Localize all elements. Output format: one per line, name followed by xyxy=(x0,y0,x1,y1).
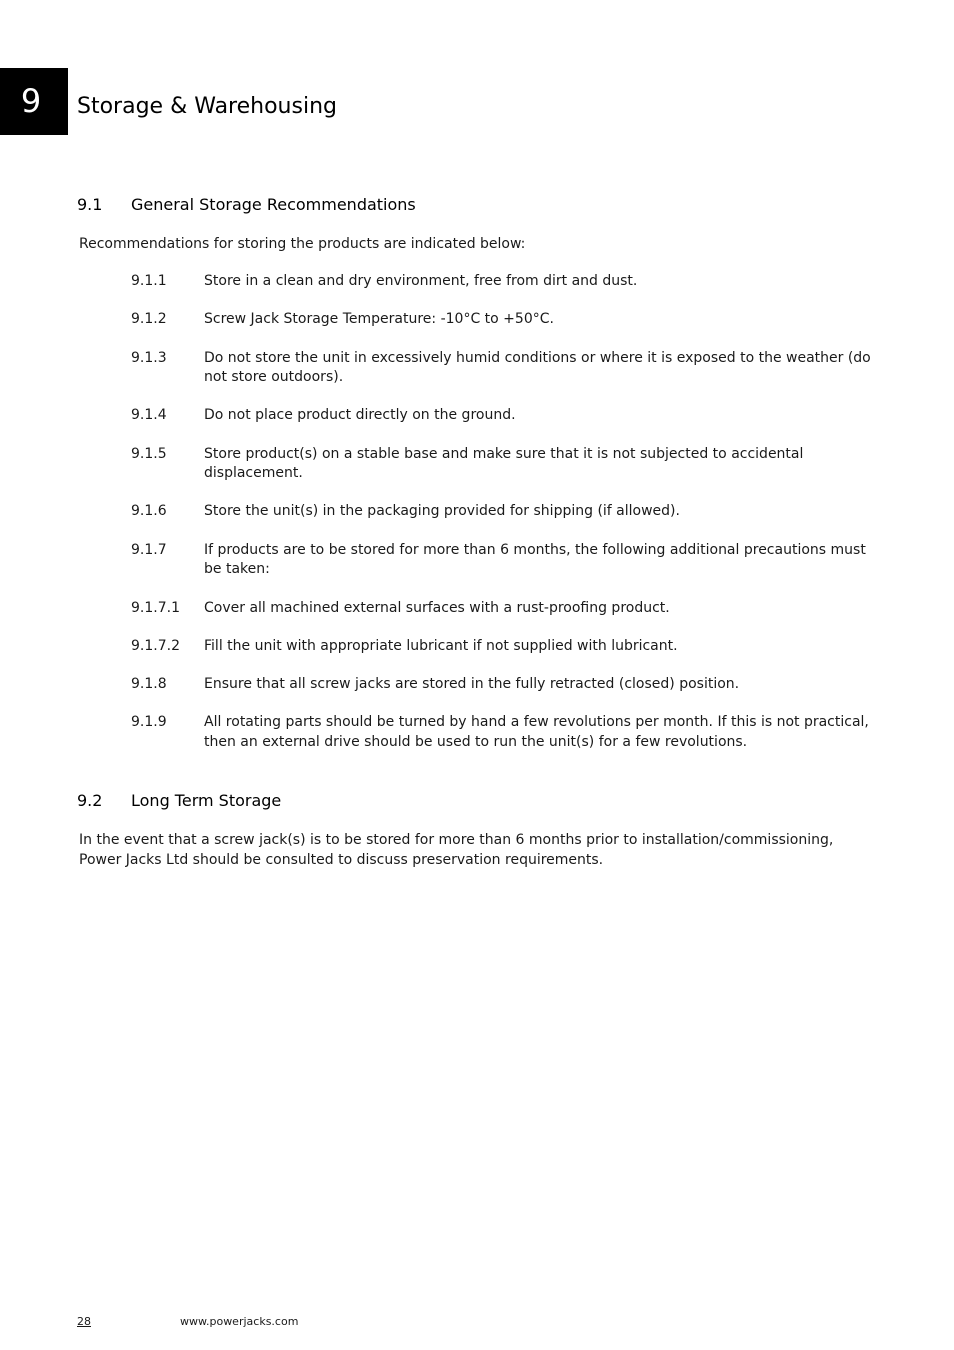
list-item-text: Store product(s) on a stable base and make sure that it is not subjected to accidental displacement. xyxy=(204,445,804,482)
list-item-text: Store in a clean and dry environment, free from dirt and dust. xyxy=(204,273,638,289)
page-number[interactable]: 28 xyxy=(77,1315,91,1328)
list-item-number: 9.1.2 xyxy=(131,311,167,328)
list-item-number: 9.1.1 xyxy=(131,273,167,289)
footer-url: www.powerjacks.com xyxy=(180,1315,299,1328)
section-heading-9-2 xyxy=(77,790,281,812)
list-item-number: 9.1.7.1 xyxy=(131,599,180,616)
list-item xyxy=(131,541,876,580)
list-item-text: Store the unit(s) in the packaging provided for shipping (if allowed). xyxy=(204,503,680,520)
list-item xyxy=(131,310,876,330)
list-item-text: If products are to be stored for more than 6 months, the following additional precautions must be taken: xyxy=(204,541,866,578)
list-item-number: 9.1.7.2 xyxy=(131,637,180,654)
list-item xyxy=(131,599,876,619)
list-item-text: Fill the unit with appropriate lubricant if not supplied with lubricant. xyxy=(204,637,678,654)
section-intro: Recommendations for storing the products are indicated below: xyxy=(79,236,526,252)
recommendation-list xyxy=(131,272,876,771)
list-item-text: Do not place product directly on the ground. xyxy=(204,407,516,424)
list-item-number: 9.1.3 xyxy=(131,349,167,366)
section-title: General Storage Recommendations xyxy=(131,195,416,214)
section-number: 9.1 xyxy=(77,195,103,214)
list-item xyxy=(131,502,876,522)
section-heading-9-1 xyxy=(77,194,416,216)
list-item-number: 9.1.6 xyxy=(131,503,167,520)
list-item xyxy=(131,675,876,695)
list-item-number: 9.1.7 xyxy=(131,541,167,558)
list-item-text: Screw Jack Storage Temperature: -10°C to +50°C. xyxy=(204,311,554,328)
list-item-text: Cover all machined external surfaces with a rust-proofing product. xyxy=(204,599,670,616)
list-item xyxy=(131,406,876,426)
list-item-text: Ensure that all screw jacks are stored in the fully retracted (closed) position. xyxy=(204,676,740,693)
list-item xyxy=(131,272,876,292)
section-number: 9.2 xyxy=(77,791,103,810)
list-item-number: 9.1.4 xyxy=(131,407,167,424)
list-item-number: 9.1.9 xyxy=(131,714,167,731)
list-item xyxy=(131,445,876,484)
list-item xyxy=(131,637,876,657)
section-title: Long Term Storage xyxy=(131,791,282,810)
list-item-text: All rotating parts should be turned by hand a few revolutions per month. If this is not practical, then an external drive should be used to run the unit(s) for a few revolutions. xyxy=(204,714,869,750)
list-item xyxy=(131,349,876,388)
chapter-number-tab: 9 xyxy=(0,68,68,135)
list-item xyxy=(131,713,876,752)
long-term-storage-body: In the event that a screw jack(s) is to be stored for more than 6 months prior to installation/commissioning, Power Jacks Ltd should be consulted to discuss preservation requirements. xyxy=(79,832,834,868)
list-item-number: 9.1.8 xyxy=(131,676,167,693)
chapter-title: Storage & Warehousing xyxy=(77,94,337,119)
list-item-text: Do not store the unit in excessively humid conditions or where it is exposed to the weather (do not store outdoors). xyxy=(204,349,871,386)
list-item-number: 9.1.5 xyxy=(131,445,167,462)
